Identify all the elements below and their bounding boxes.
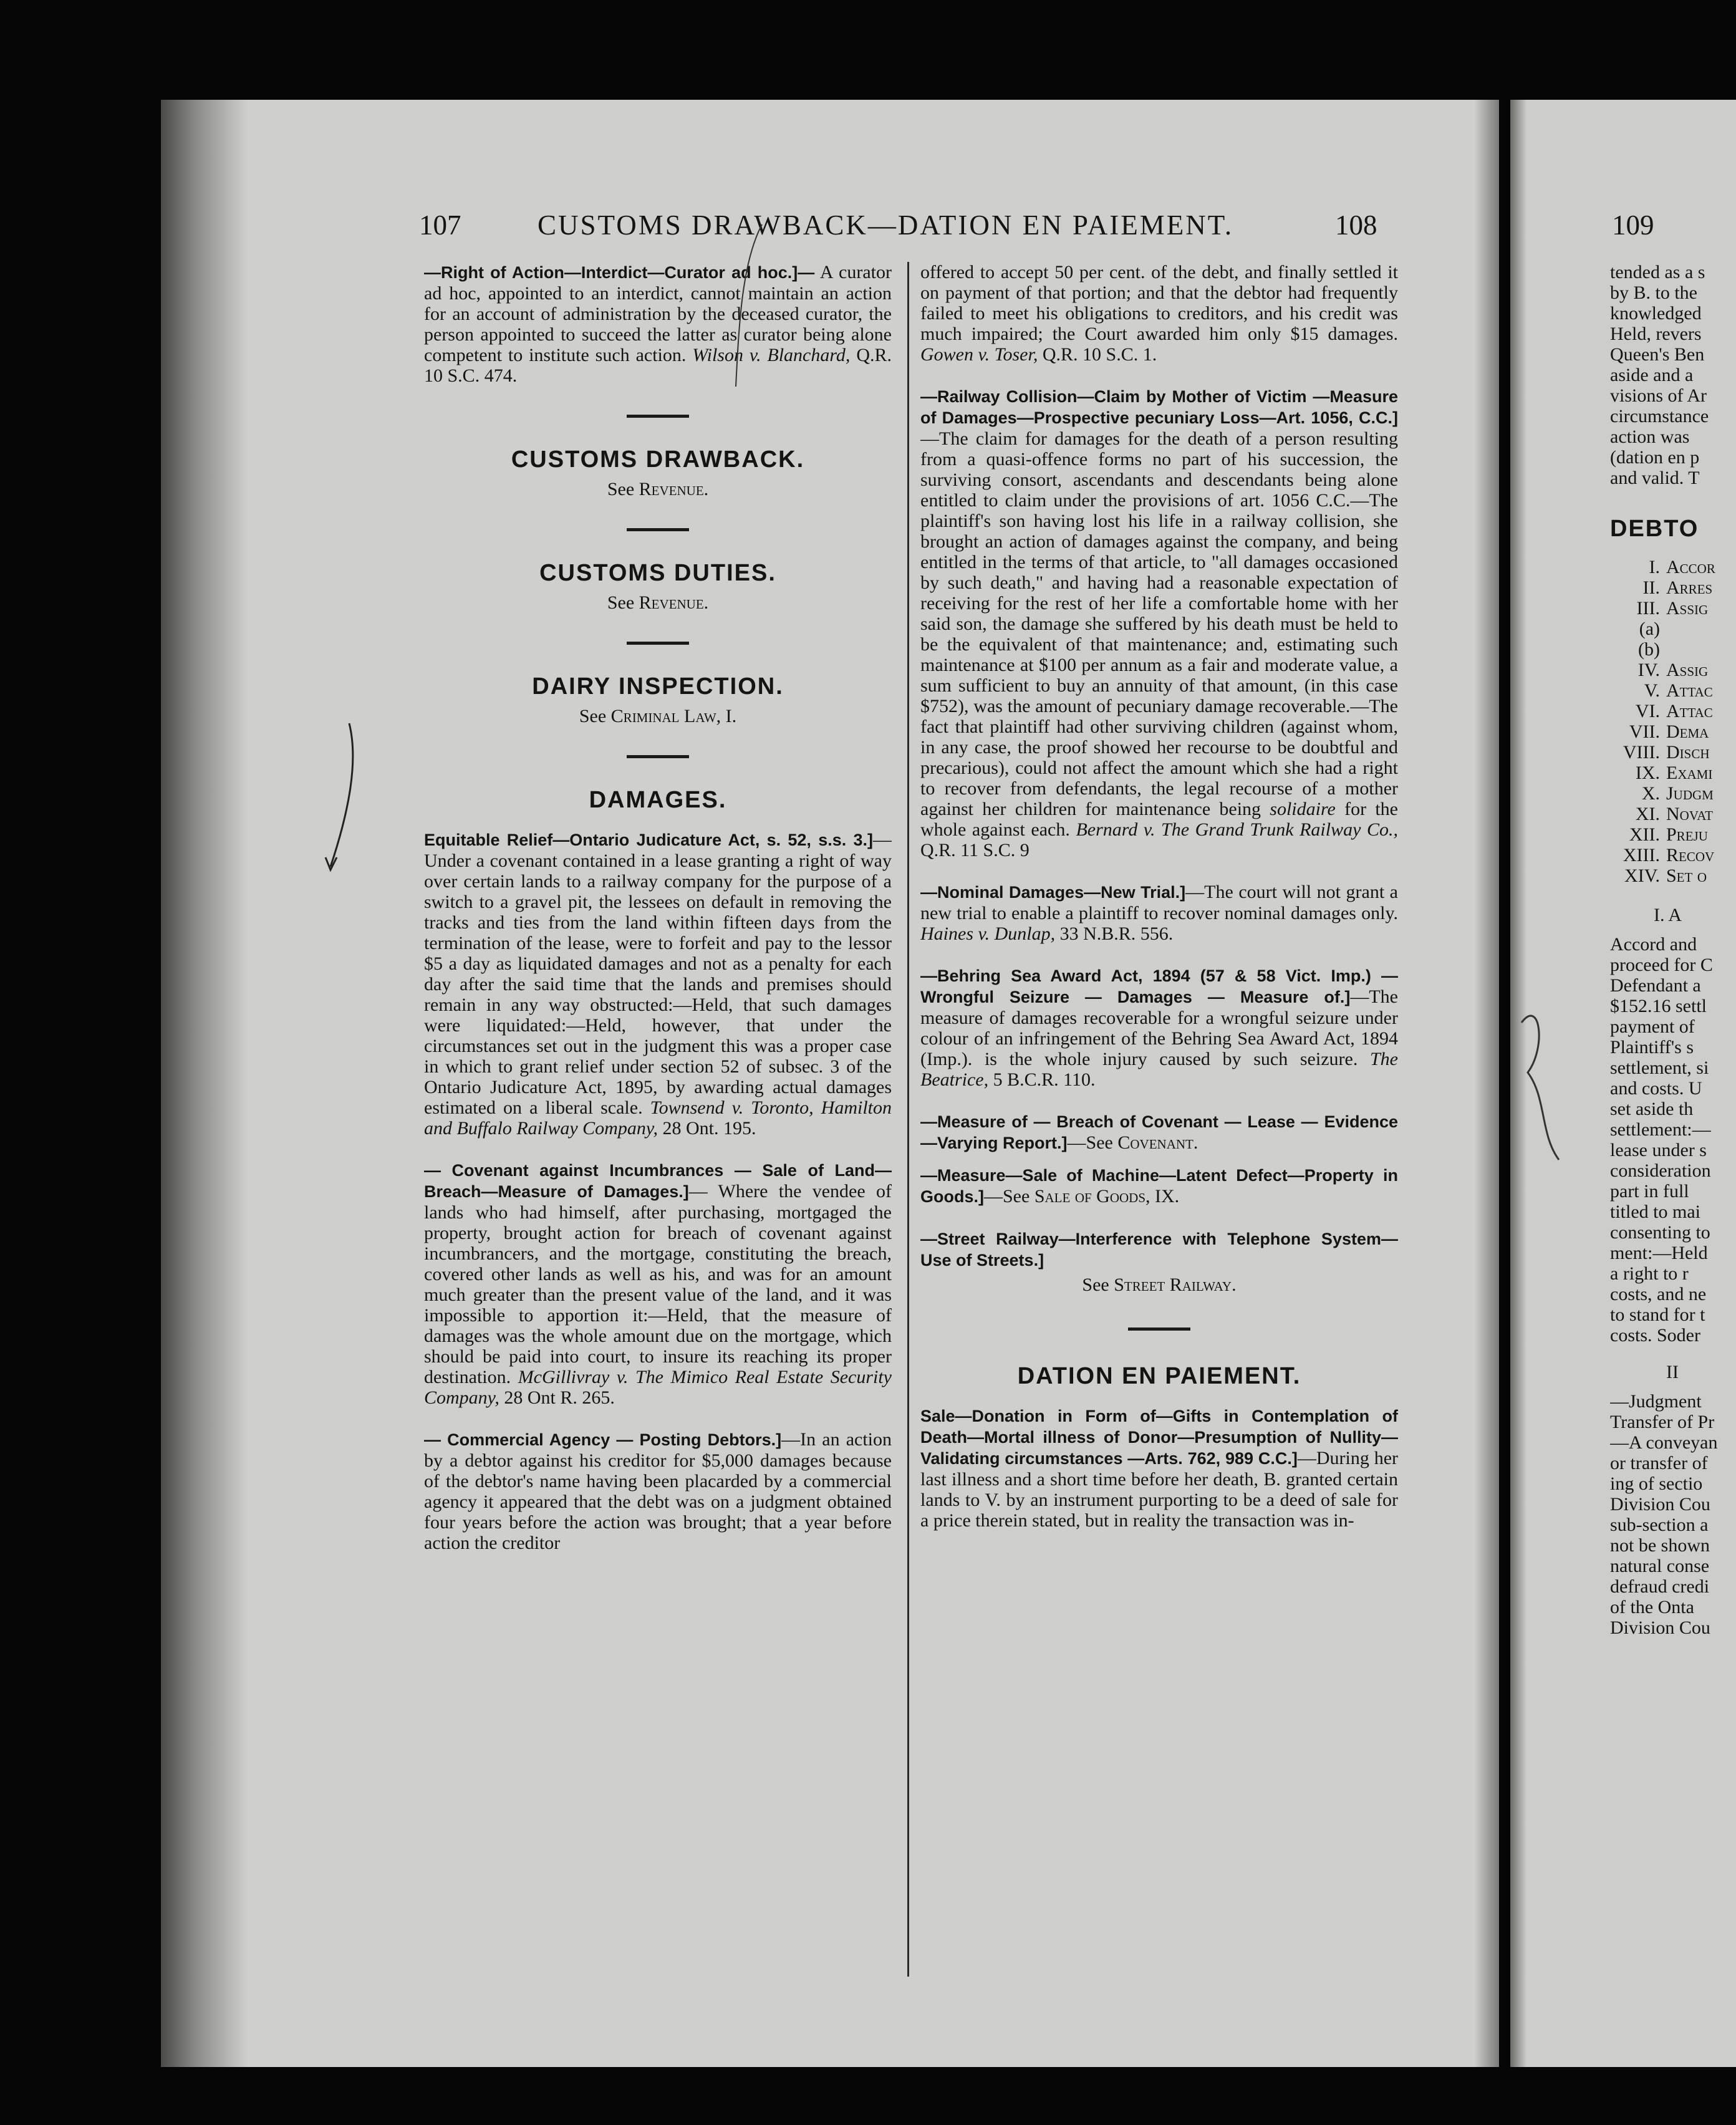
text-line: consenting to bbox=[1610, 1222, 1710, 1243]
case-citation: Gowen v. Toser, bbox=[920, 344, 1038, 365]
text-line: payment of bbox=[1610, 1016, 1695, 1037]
subsection-title: I. A bbox=[1654, 905, 1682, 925]
case-body: —See bbox=[984, 1186, 1034, 1207]
toc-number: XI. bbox=[1635, 804, 1660, 824]
case-body: —See bbox=[1067, 1132, 1118, 1153]
case-body: —Under a covenant contained in a lease granting a right of way over certain lands to a railway company for the purpose of a switch to a gravel pit, the lessees on default in removing the tracks and ties from the land within fifteen days from the termination of the lease, were to forfeit and pay to the lessor $5 a day as liquidated damages and not as a penalty for each day after the said time that the lands and premises should remain in any way obstructed:—Held, that such damages were liquidated:—Held, however, that under the circumstances set out in the judgment this was a proper case in which to grant relief under section 52 of subsec. 3 of the Ontario Judicature Act, 1895, by awarding actual damages estimated on a liberal scale. bbox=[424, 829, 892, 1118]
page-number-left: 107 bbox=[419, 210, 461, 241]
text-line: and valid. T bbox=[1610, 468, 1700, 488]
toc-label: Assig bbox=[1666, 660, 1709, 680]
text-line: $152.16 settl bbox=[1610, 996, 1707, 1016]
toc-number: X. bbox=[1641, 783, 1660, 804]
case-heading: —Street Railway—Interference with Telephone System—Use of Streets.] bbox=[920, 1230, 1398, 1270]
toc-label: Assig bbox=[1666, 598, 1709, 619]
toc-number: V. bbox=[1644, 680, 1660, 701]
see-target: Criminal Law bbox=[610, 706, 716, 726]
case-body: for the whole against each. bbox=[920, 799, 1398, 840]
case-reference: 28 Ont. 195. bbox=[658, 1118, 756, 1139]
see-target: Revenue bbox=[639, 592, 704, 613]
case-reference: 5 B.C.R. 110. bbox=[988, 1069, 1096, 1090]
text-line: Transfer of Pr bbox=[1610, 1412, 1715, 1432]
toc-label: Attac bbox=[1666, 701, 1713, 721]
text-line: natural conse bbox=[1610, 1556, 1710, 1576]
text-line: Queen's Ben bbox=[1610, 344, 1705, 365]
section-title: DATION EN PAIEMENT. bbox=[1017, 1363, 1301, 1389]
toc-label: Novat bbox=[1666, 804, 1713, 824]
toc-number: XIII. bbox=[1623, 845, 1660, 865]
case-citation: Bernard v. The Grand Trunk Railway Co., bbox=[1076, 819, 1398, 840]
see-end: , IX. bbox=[1145, 1186, 1180, 1207]
case-body: —The court will not grant a new trial to enable a plaintiff to recover nominal damages only. bbox=[920, 882, 1398, 923]
text-line: lease under s bbox=[1610, 1140, 1707, 1160]
text-line: settlement, si bbox=[1610, 1058, 1709, 1078]
see-end: . bbox=[703, 592, 709, 613]
text-line: ing of sectio bbox=[1610, 1473, 1703, 1494]
case-heading: —Behring Sea Award Act, 1894 (57 & 58 Vict. Imp.) — Wrongful Seizure — Damages — Measure of.] bbox=[920, 966, 1398, 1006]
section-title: CUSTOMS DRAWBACK. bbox=[511, 446, 805, 473]
case-body: —The measure of damages recoverable for a wrongful seizure under colour of an infringement of the Behring Sea Award Act, 1894 (Imp.). is the whole injury caused by such seizure. bbox=[920, 986, 1398, 1069]
text-line: Accord and bbox=[1610, 934, 1697, 955]
toc-number: XIV. bbox=[1624, 865, 1660, 886]
toc-label: Set o bbox=[1666, 865, 1707, 886]
case-heading: — Commercial Agency — Posting Debtors.] bbox=[424, 1430, 782, 1449]
toc-label: Exami bbox=[1666, 763, 1713, 783]
text-line: or transfer of bbox=[1610, 1453, 1708, 1473]
text-line: action was bbox=[1610, 426, 1690, 447]
toc-number: VI. bbox=[1635, 701, 1660, 721]
subsection-title: II bbox=[1666, 1362, 1679, 1382]
case-reference: 28 Ont R. 265. bbox=[499, 1387, 615, 1408]
toc-number: (a) bbox=[1639, 619, 1660, 639]
text-line: Plaintiff's s bbox=[1610, 1037, 1694, 1058]
text-line: by B. to the bbox=[1610, 282, 1697, 303]
case-heading: — Covenant against Incumbrances — Sale of Land—Breach—Measure of Damages.] bbox=[424, 1161, 892, 1201]
text-line: (dation en p bbox=[1610, 447, 1700, 468]
text-line: costs. Soder bbox=[1610, 1325, 1700, 1346]
case-heading: Equitable Relief—Ontario Judicature Act, s. 52, s.s. 3.] bbox=[424, 831, 873, 849]
case-heading: —Right of Action—Interdict—Curator ad hoc.]— bbox=[424, 263, 815, 282]
case-heading: Sale—Donation in Form of—Gifts in Contemplation of Death—Mortal illness of Donor—Presumption of Nullity—Validating circumstances —Arts. 762, 989 C.C.] bbox=[920, 1407, 1398, 1468]
text-line: part in full bbox=[1610, 1181, 1689, 1202]
section-title: DEBTO bbox=[1610, 516, 1699, 542]
case-heading: —Nominal Damages—New Trial.] bbox=[920, 883, 1186, 902]
see-label: See bbox=[607, 479, 639, 499]
text-line: costs, and ne bbox=[1610, 1284, 1707, 1304]
text-line: knowledged bbox=[1610, 303, 1702, 324]
case-citation: Townsend v. Toronto, Hamilton and Buffalo Railway Company, bbox=[424, 1097, 892, 1139]
text-line: Held, revers bbox=[1610, 324, 1702, 344]
case-heading: —Measure—Sale of Machine—Latent Defect—Property in Goods.] bbox=[920, 1166, 1398, 1206]
case-body: — Where the vendee of lands who had himself, after purchasing, mortgaged the property, brought action for breach of covenant against incumbrancers, and the mortgage, constituting the breach, covered other lands as well as his, and was for an amount much greater than the present value of the land, and it was impossible to apportion it:—Held, that the measure of damages was the whole amount due on the mortgage, which should be paid into court, to insure its reaching its proper destination. bbox=[424, 1181, 892, 1387]
see-target: Sale of Goods bbox=[1034, 1186, 1146, 1207]
case-reference: Q.R. 11 S.C. 9 bbox=[920, 840, 1030, 860]
section-title: DAIRY INSPECTION. bbox=[532, 673, 784, 700]
toc-number: III. bbox=[1636, 598, 1660, 619]
section-title: DAMAGES. bbox=[589, 787, 727, 813]
case-body: —In an action by a debtor against his creditor for $5,000 damages because of the debtor's name having been placarded by a commercial agency it appeared that the debt was on a judgment obtained four years before the action was brought; that a year before action the creditor bbox=[424, 1429, 892, 1553]
case-citation: The Beatrice, bbox=[920, 1049, 1398, 1090]
toc-number: XII. bbox=[1629, 824, 1660, 845]
text-line: proceed for C bbox=[1610, 955, 1713, 975]
see-target: Street Railway bbox=[1114, 1275, 1232, 1295]
toc-number: I. bbox=[1649, 557, 1660, 577]
case-body: —The claim for damages for the death of a person resulting from a quasi-offence forms no part of his succession, the surviving consort, ascendants and descendants being alone entitled to claim under the provisions of art. 1056 C.C.—The plaintiff's son having lost his life in a railway collision, she brought an action of damages against the company, and being entitled in the terms of that article, to "all damages occasioned by such death," and having had a reasonable expectation of receiving for the rest of her life a comfortable home with her said son, the damage she suffered by his death must be held to be the equivalent of that maintenance; and, estimating such maintenance at $100 per annum as a fair and moderate value, a sum sufficient to buy an annuity of that amount, (in this case $752), was the amount of pecuniary damage recoverable.—The fact that plaintiff had other surviving children (against whom, in any case, the proof showed her recourse to be doubtful and precarious), could not affect the amount which she had a right to recover from defendants, the legal recourse of a mother against her children for maintenance being bbox=[920, 428, 1398, 819]
see-end: , I. bbox=[716, 706, 737, 726]
case-citation: Wilson v. Blanchard, bbox=[692, 345, 851, 365]
see-end: . bbox=[1193, 1132, 1198, 1153]
toc-label: Disch bbox=[1666, 742, 1710, 763]
text-line: consideration bbox=[1610, 1160, 1711, 1181]
case-body: A curator ad hoc, appointed to an interdict, cannot maintain an action for an account of administration by the deceased curator, the person appointed to succeed the latter as curator being alone competent to institute such action. bbox=[424, 262, 892, 365]
running-head: CUSTOMS DRAWBACK—DATION EN PAIEMENT. bbox=[538, 210, 1234, 241]
case-citation: McGillivray v. The Mimico Real Estate Security Company, bbox=[424, 1367, 892, 1408]
text-line: titled to mai bbox=[1610, 1202, 1700, 1222]
toc-label: Dema bbox=[1666, 721, 1709, 742]
toc-label: Arres bbox=[1666, 577, 1713, 598]
page-number-mid: 108 bbox=[1335, 210, 1377, 241]
toc-number: (b) bbox=[1638, 639, 1660, 660]
toc-label: Preju bbox=[1666, 824, 1708, 845]
see-end: . bbox=[1232, 1275, 1237, 1295]
toc-label: Judgm bbox=[1666, 783, 1714, 804]
section-title: CUSTOMS DUTIES. bbox=[539, 560, 776, 586]
text-line: Defendant a bbox=[1610, 975, 1701, 996]
text-line: a right to r bbox=[1610, 1263, 1689, 1284]
toc-number: VIII. bbox=[1623, 742, 1660, 763]
case-italic-term: solidaire bbox=[1270, 799, 1336, 819]
see-target: Covenant bbox=[1117, 1132, 1194, 1153]
toc-number: IV. bbox=[1637, 660, 1660, 680]
text-line: not be shown bbox=[1610, 1535, 1710, 1556]
case-body: —During her last illness and a short time before her death, B. granted certain lands to V. by an instrument purporting to be a deed of sale for a price therein stated, but in reality the transaction was in- bbox=[920, 1448, 1398, 1531]
text-line: circumstance bbox=[1610, 406, 1709, 426]
text-line: visions of Ar bbox=[1610, 385, 1707, 406]
see-end: . bbox=[703, 479, 709, 499]
toc-number: IX. bbox=[1635, 763, 1660, 783]
case-reference: Q.R. 10 S.C. 474. bbox=[424, 345, 892, 386]
text-line: Division Cou bbox=[1610, 1617, 1710, 1638]
text-line: defraud credi bbox=[1610, 1576, 1710, 1597]
text-line: and costs. U bbox=[1610, 1078, 1702, 1099]
case-heading: —Railway Collision—Claim by Mother of Victim —Measure of Damages—Prospective pecuniary Loss—Art. 1056, C.C.] bbox=[920, 387, 1398, 427]
case-body: offered to accept 50 per cent. of the debt, and finally settled it on payment of that portion; and that the debtor had frequently failed to meet his obligations to creditors, and his credit was much impaired; the Court awarded him only $15 damages. bbox=[920, 262, 1398, 344]
text-line: tended as a s bbox=[1610, 262, 1705, 282]
text-line: Division Cou bbox=[1610, 1494, 1710, 1515]
see-label: See bbox=[579, 706, 611, 726]
case-citation: Haines v. Dunlap, bbox=[920, 923, 1056, 944]
case-reference: 33 N.B.R. 556. bbox=[1055, 923, 1174, 944]
see-target: Revenue bbox=[639, 479, 704, 499]
text-line: sub-section a bbox=[1610, 1515, 1709, 1535]
toc-label: Attac bbox=[1666, 680, 1713, 701]
toc-label: Recov bbox=[1666, 845, 1715, 865]
toc-number: II. bbox=[1642, 577, 1660, 598]
text-line: —Judgment bbox=[1610, 1391, 1702, 1412]
text-line: aside and a bbox=[1610, 365, 1694, 385]
text-line: to stand for t bbox=[1610, 1304, 1705, 1325]
case-heading: —Measure of — Breach of Covenant — Lease — Evidence—Varying Report.] bbox=[920, 1112, 1398, 1152]
text-line: settlement:— bbox=[1610, 1119, 1711, 1140]
see-label: See bbox=[1082, 1275, 1114, 1295]
toc-label: Accor bbox=[1666, 557, 1715, 577]
text-line: set aside th bbox=[1610, 1099, 1694, 1119]
case-reference: Q.R. 10 S.C. 1. bbox=[1038, 344, 1157, 365]
text-line: —A conveyan bbox=[1610, 1432, 1718, 1453]
see-label: See bbox=[607, 592, 639, 613]
text-line: of the Onta bbox=[1610, 1597, 1694, 1617]
page-number-right: 109 bbox=[1612, 210, 1654, 241]
toc-number: VII. bbox=[1629, 721, 1660, 742]
text-line: ment:—Held bbox=[1610, 1243, 1708, 1263]
